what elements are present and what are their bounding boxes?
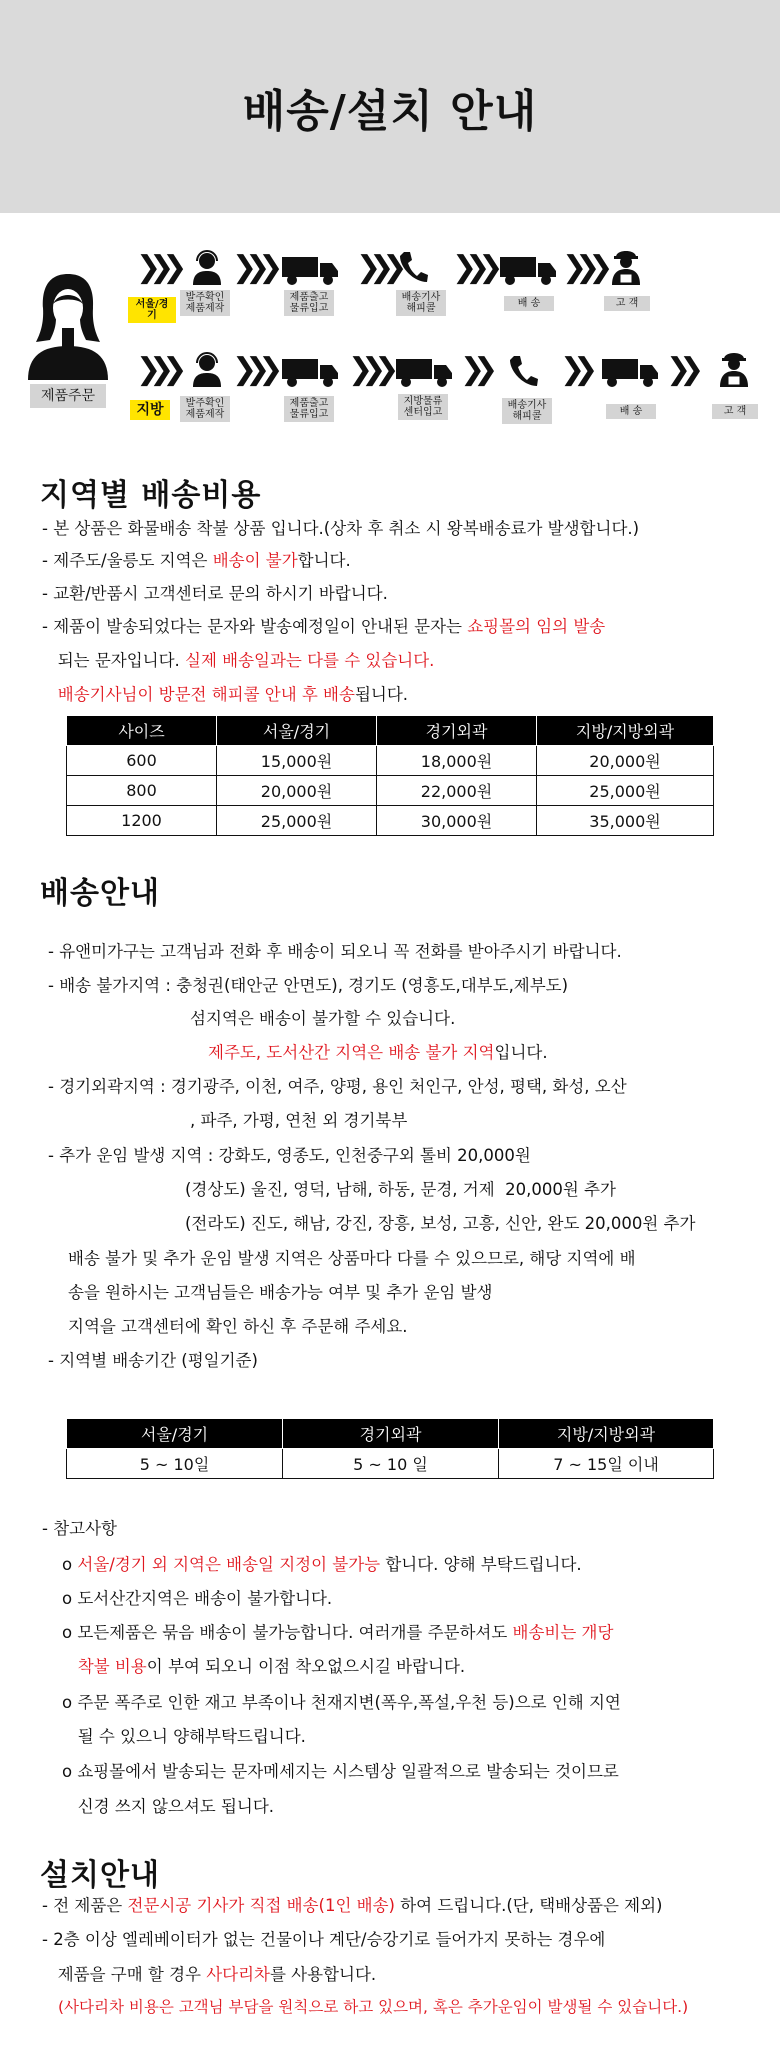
text-line <box>68 1245 636 1269</box>
cost-table <box>66 715 714 836</box>
text-line <box>58 1995 688 2017</box>
table-row <box>67 806 714 836</box>
step-label: 지방물류 센터입고 <box>398 394 448 420</box>
text-span: o 주문 폭주로 인한 재고 부족이나 천재지변(폭우,폭설,우천 등)으로 인해 지연 <box>62 1693 621 1712</box>
text-line <box>48 1347 258 1371</box>
text-line <box>42 1892 662 1916</box>
period-table-header: 경기외곽 <box>283 1419 499 1449</box>
cost-section-title: 지역별 배송비용 <box>40 478 262 513</box>
courier-person-icon <box>610 247 642 285</box>
table-cell: 35,000원 <box>537 806 714 836</box>
table-cell: 15,000원 <box>217 746 377 776</box>
period-table-header: 지방/지방외곽 <box>499 1419 714 1449</box>
text-line <box>62 1619 613 1643</box>
truck-icon <box>602 357 660 387</box>
text-span: - 전 제품은 <box>42 1896 128 1915</box>
text-span: , 파주, 가평, 연천 외 경기북부 <box>190 1111 408 1130</box>
table-cell: 30,000원 <box>377 806 537 836</box>
text-line <box>62 1689 621 1713</box>
phone-icon <box>508 354 538 388</box>
install-section-title: 설치안내 <box>40 1858 160 1893</box>
highlight-text: 사다리차 <box>206 1965 270 1984</box>
step-label: 발주확인 제품제작 <box>180 396 230 422</box>
text-line <box>68 1313 408 1337</box>
table-cell: 5 ~ 10일 <box>67 1449 283 1479</box>
text-span: 송을 원하시는 고객님들은 배송가능 여부 및 추가 운임 발생 <box>68 1283 493 1302</box>
text-span: - 2층 이상 엘레베이터가 없는 건물이나 계단/승강기로 들어가지 못하는 경우에 <box>42 1930 606 1949</box>
text-line <box>48 1073 627 1097</box>
table-row <box>67 776 714 806</box>
text-span: 될 수 있으니 양해부탁드립니다. <box>62 1727 306 1746</box>
text-span: 신경 쓰지 않으셔도 됩니다. <box>62 1797 275 1816</box>
step-label: 고 객 <box>712 404 758 419</box>
text-span: 되는 문자입니다. <box>42 651 186 670</box>
highlight-text: 서울/경기 외 지역은 배송일 지정이 불가능 <box>77 1555 381 1574</box>
text-line <box>42 647 434 671</box>
text-span: - 제품이 발송되었다는 문자와 발송예정일이 안내된 문자는 <box>42 617 468 636</box>
table-cell: 20,000원 <box>217 776 377 806</box>
text-span: o 도서산간지역은 배송이 불가합니다. <box>62 1589 333 1608</box>
text-span: 를 사용합니다. <box>270 1965 377 1984</box>
courier-person-icon <box>718 349 750 387</box>
chevron-icon: ❯❯ <box>666 352 693 387</box>
text-line <box>62 1758 619 1782</box>
text-line <box>42 515 639 539</box>
step-label: 고 객 <box>604 296 650 311</box>
truck-icon <box>500 255 558 285</box>
table-cell: 5 ~ 10 일 <box>283 1449 499 1479</box>
text-span: 하여 드립니다.(단, 택배상품은 제외) <box>394 1896 663 1915</box>
highlight-text: 전문시공 기사가 직접 배송(1인 배송) <box>127 1896 395 1915</box>
step-label: 배송기사 해피콜 <box>502 398 552 424</box>
step-label: 배송기사 해피콜 <box>396 290 446 316</box>
chevron-icon: ❯❯❯ <box>232 352 272 387</box>
step-label: 발주확인 제품제작 <box>180 290 230 316</box>
cost-table-header: 지방/지방외곽 <box>537 716 714 746</box>
order-label: 제품주문 <box>30 384 106 408</box>
table-row <box>67 1449 714 1479</box>
chevron-icon: ❯❯❯ <box>452 250 492 285</box>
chevron-icon: ❯❯❯ <box>348 352 388 387</box>
text-line <box>62 1653 465 1677</box>
text-span: 합니다. <box>297 551 351 570</box>
text-line <box>62 1585 332 1609</box>
notes-title: - 참고사항 <box>42 1519 117 1538</box>
highlight-text: 착불 비용 <box>77 1657 147 1676</box>
region-tag-local: 지방 <box>130 400 170 420</box>
step-label: 배 송 <box>606 404 656 419</box>
text-line <box>48 972 568 996</box>
text-line <box>42 681 408 705</box>
text-span: - 제주도/울릉도 지역은 <box>42 551 213 570</box>
text-span: - 배송 불가지역 : 충청권(태안군 안면도), 경기도 (영흥도,대부도,제부도) <box>48 976 569 995</box>
text-line <box>48 938 622 962</box>
text-line <box>185 1210 695 1234</box>
step-label: 제품출고 물류입고 <box>284 396 334 422</box>
table-cell: 18,000원 <box>377 746 537 776</box>
text-span: 배송 불가 및 추가 운임 발생 지역은 상품마다 다를 수 있으므로, 해당 지역에 배 <box>68 1249 636 1268</box>
text-line <box>42 1961 376 1985</box>
text-span: 합니다. 양해 부탁드립니다. <box>380 1555 582 1574</box>
delivery-section-title: 배송안내 <box>40 876 160 911</box>
text-line <box>42 1926 605 1950</box>
chevron-icon: ❯❯❯ <box>136 250 176 285</box>
text-line <box>190 1107 407 1131</box>
table-row <box>67 746 714 776</box>
text-line <box>62 1723 306 1747</box>
text-line <box>62 1793 274 1817</box>
text-span <box>62 1657 78 1676</box>
chevron-icon: ❯❯❯ <box>232 250 272 285</box>
highlight-text: 제주도, 도서산간 지역은 배송 불가 지역 <box>208 1043 495 1062</box>
period-table <box>66 1418 714 1479</box>
text-span: 지역을 고객센터에 확인 하신 후 주문해 주세요. <box>68 1317 408 1336</box>
page-banner <box>0 0 780 213</box>
text-span: - 교환/반품시 고객센터로 문의 하시기 바랍니다. <box>42 584 388 603</box>
truck-icon <box>282 357 340 387</box>
highlight-text: 쇼핑몰의 임의 발송 <box>467 617 606 636</box>
table-cell: 22,000원 <box>377 776 537 806</box>
text-line <box>208 1039 548 1063</box>
text-span: 입니다. <box>494 1043 548 1062</box>
highlight-text: 배송기사님이 방문전 해피콜 안내 후 배송 <box>57 685 355 704</box>
step-label: 배 송 <box>504 296 554 311</box>
operator-headset-icon <box>190 351 224 387</box>
chevron-icon: ❯❯❯ <box>136 352 176 387</box>
table-cell: 1200 <box>67 806 217 836</box>
text-line <box>185 1176 616 1200</box>
chevron-icon: ❯❯❯ <box>356 250 396 285</box>
text-span: - 본 상품은 화물배송 착불 상품 입니다.(상차 후 취소 시 왕복배송료가 발생합니다.) <box>42 519 640 538</box>
text-line <box>68 1279 493 1303</box>
text-span: 제품을 구매 할 경우 <box>42 1965 207 1984</box>
table-cell: 20,000원 <box>537 746 714 776</box>
customer-person-icon <box>28 268 108 380</box>
truck-icon <box>282 255 340 285</box>
text-line <box>190 1005 455 1029</box>
text-span: o <box>62 1555 78 1574</box>
text-span: - 지역별 배송기간 (평일기준) <box>48 1351 258 1370</box>
cost-table-header: 사이즈 <box>67 716 217 746</box>
page-title: 배송/설치 안내 <box>242 85 538 137</box>
text-span: - 추가 운임 발생 지역 : 강화도, 영종도, 인천중구외 톨비 20,000원 <box>48 1146 531 1165</box>
step-label: 제품출고 물류입고 <box>284 290 334 316</box>
highlight-text: 배송비는 개당 <box>512 1623 614 1642</box>
text-span: 이 부여 되오니 이점 착오없으시길 바랍니다. <box>146 1657 466 1676</box>
truck-icon <box>396 357 454 387</box>
highlight-text: 배송이 불가 <box>212 551 298 570</box>
text-span: (경상도) 울진, 영덕, 남해, 하동, 문경, 거제 20,000원 추가 <box>185 1180 616 1199</box>
text-span: - 경기외곽지역 : 경기광주, 이천, 여주, 양평, 용인 처인구, 안성, 평택, 화성, 오산 <box>48 1077 627 1096</box>
table-cell: 7 ~ 15일 이내 <box>499 1449 714 1479</box>
text-line <box>42 547 351 571</box>
text-line <box>62 1551 582 1575</box>
text-span: 됩니다. <box>354 685 408 704</box>
text-span: o 모든제품은 묶음 배송이 불가능합니다. 여러개를 주문하셔도 <box>62 1623 513 1642</box>
period-table-header: 서울/경기 <box>67 1419 283 1449</box>
table-cell: 25,000원 <box>537 776 714 806</box>
text-line <box>42 613 605 637</box>
text-line <box>48 1142 531 1166</box>
chevron-icon: ❯❯ <box>560 352 587 387</box>
text-span <box>42 685 58 704</box>
phone-icon <box>398 250 428 284</box>
text-span: o 쇼핑몰에서 발송되는 문자메세지는 시스템상 일괄적으로 발송되는 것이므로 <box>62 1762 619 1781</box>
text-span: (전라도) 진도, 해남, 강진, 장흥, 보성, 고흥, 신안, 완도 20,000원 추가 <box>185 1214 696 1233</box>
chevron-icon: ❯❯❯ <box>562 250 602 285</box>
cost-table-header: 경기외곽 <box>377 716 537 746</box>
table-cell: 800 <box>67 776 217 806</box>
table-cell: 600 <box>67 746 217 776</box>
operator-headset-icon <box>190 249 224 285</box>
table-cell: 25,000원 <box>217 806 377 836</box>
region-tag-seoul: 서울/경기 <box>128 297 176 323</box>
text-span: 섬지역은 배송이 불가할 수 있습니다. <box>190 1009 456 1028</box>
highlight-text: 실제 배송일과는 다를 수 있습니다. <box>185 651 435 670</box>
highlight-text: (사다리차 비용은 고객님 부담을 원칙으로 하고 있으며, 혹은 추가운임이 발생될 수 있습니다.) <box>58 1998 689 2016</box>
text-span: - 유앤미가구는 고객님과 전화 후 배송이 되오니 꼭 전화를 받아주시기 바랍니다. <box>48 942 622 961</box>
chevron-icon: ❯❯ <box>460 352 487 387</box>
cost-table-header: 서울/경기 <box>217 716 377 746</box>
text-line <box>42 580 388 604</box>
